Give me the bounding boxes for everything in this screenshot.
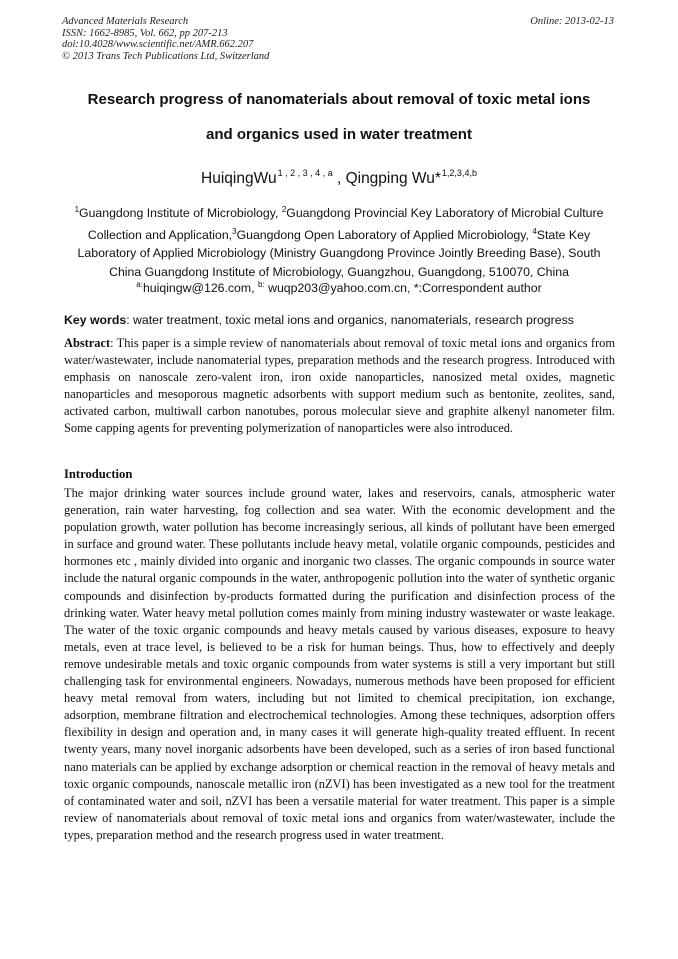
abstract — [64, 335, 615, 438]
keywords — [64, 313, 616, 327]
abstract-text: : This paper is a simple review of nanomaterials about removal of toxic metal ions and organics from water/wastewater, include nanomaterial types, preparation methods and the research progress. Introduced with emphasis on nanoscale zero-valent iron, iron oxide nanoparticles, nanosized metal oxides, magnetic nanoparticles and mesoporous magnetic adsorbents with support medium such as bentonite, zeolites, sand, activated carbon, multiwall carbon nanotubes, porous molecular sieve and graphite alkenyl nanometer film. Some capping agents for preventing polymerization of nanoparticles were also introduced. — [64, 336, 615, 436]
email-b[interactable]: wuqp203@yahoo.com.cn, *:Correspondent author — [264, 281, 542, 295]
doi-line: doi:10.4028/www.scientific.net/AMR.662.207 — [62, 39, 254, 50]
email-a-mark: a: — [136, 280, 143, 289]
affiliation-1: Guangdong Institute of Microbiology, — [79, 206, 282, 220]
paper-title-line-2: and organics used in water treatment — [206, 126, 472, 143]
keywords-label: Key words — [64, 313, 127, 327]
affiliation-3: Guangdong Open Laboratory of Applied Microbiology, — [236, 227, 533, 242]
author-1-affiliation-marks: 1 , 2 , 3 , 4 , a — [277, 168, 333, 178]
abstract-label: Abstract — [64, 336, 111, 350]
affiliation-4-mark: 4 — [532, 226, 537, 236]
issn-line: ISSN: 1662-8985, Vol. 662, pp 207-213 — [62, 27, 228, 39]
journal-header — [62, 16, 269, 62]
author-1-name: HuiqingWu — [201, 170, 277, 187]
author-emails — [0, 280, 678, 295]
affiliation-3-mark: 3 — [232, 226, 237, 236]
affiliation-1-mark: 1 — [74, 205, 80, 214]
journal-name: Advanced Materials Research — [62, 16, 189, 27]
affiliations — [64, 201, 614, 281]
author-2-affiliation-marks: 1,2,3,4,b — [441, 168, 477, 178]
email-b-mark: b: — [257, 280, 265, 289]
online-date: Online: 2013-02-13 — [530, 16, 614, 27]
introduction-text: The major drinking water sources include ground water, lakes and reservoirs, canals, atmospheric water generation, rain water harvesting, fog collection and sea water. With the economic development and the population growth, water pollution has become increasingly serious, all kinds of pollutant have been emerged in surface and ground water. These pollutants include heavy metal, volatile organic compounds, pesticides and hormones etc , mainly divided into organic and inorganic two classes. The organic compounds in source water include the natural organic compounds in the water, anthropogenic pollution into the water of synthetic organic compounds and disinfection by-products formatted during the purification and disinfection process of the drinking water. Water heavy metal pollution comes mainly from mining industry wastewater or waste leakage. The water of the toxic organic compounds and heavy metals caused by various diseases, exposure to heavy metals, even at trace level, is believed to be a risk for human beings. Thus, how to effectively and deeply remove undesirable metals and toxic organic compounds from water systems is still a very important but still challenging task for environmental engineers. Nowadays, numerous methods have been proposed for efficient heavy metal removal from waters, including but not limited to chemical precipitation, ion exchange, adsorption, membrane filtration and electrochemical technologies. Among these techniques, adsorption offers flexibility in design and operation and, in many cases it will generate high-quality treated effluent. In recent twenty years, many novel inorganic adsorbents have been developed, such as a series of iron based functional nano materials can be applied by exchange adsorption or chemical reaction in the removal of heavy metals and toxic organic compounds, nanoscale metallic iron (nZVI) has been investigated as a new tool for the treatment of contaminated water and soil, nZVI has been a versatile material for water treatment. This paper is a simple review of nanomaterials about removal of toxic metal ions and organics from water/wastewater, include the types, preparation method and the research progress used in water treatment. — [64, 486, 615, 842]
affiliation-2-mark: 2 — [281, 205, 287, 214]
affiliation-2: Guangdong Provincial Key Laboratory of Microbial Culture Collection and Application, — [87, 206, 604, 242]
copyright-line: © 2013 Trans Tech Publications Ltd, Switzerland — [62, 50, 270, 62]
introduction-heading: Introduction — [64, 467, 133, 481]
author-2-name: Qingping Wu* — [345, 170, 441, 187]
affiliation-4: State Key Laboratory of Applied Microbiology (Ministry Guangdong Province Jointly Breeding Base), South China Guangdong Institute of Microbiology, Guangzhou, Guangdong, 510070, China — [77, 227, 601, 279]
author-list — [0, 168, 678, 188]
paper-title-line-1: Research progress of nanomaterials about removal of toxic metal ions — [87, 91, 591, 108]
keywords-text: : water treatment, toxic metal ions and organics, nanomaterials, research progress — [126, 313, 574, 327]
author-separator: , — [332, 170, 346, 187]
email-a[interactable]: huiqingw@126.com, — [142, 281, 258, 295]
